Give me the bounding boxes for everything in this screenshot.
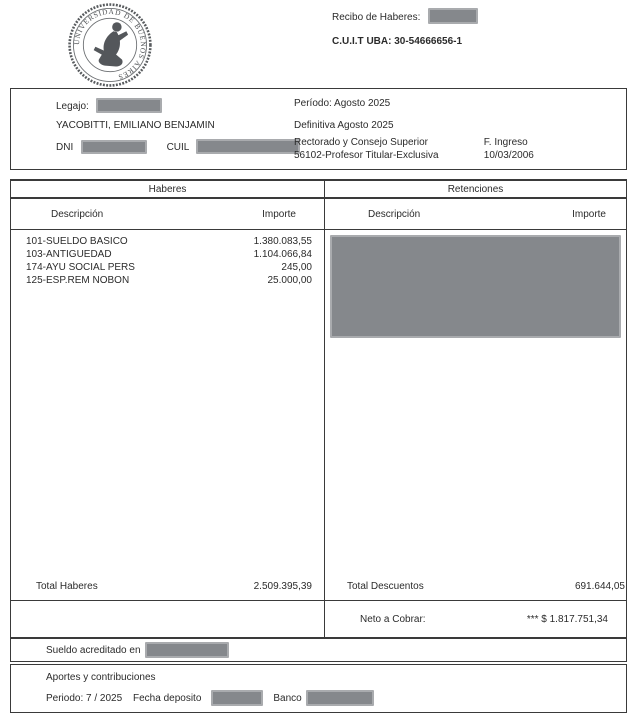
items-area [11, 230, 626, 573]
neto-row [11, 601, 626, 637]
dni-label: DNI [56, 142, 74, 153]
redacted-dni [81, 140, 147, 154]
aportes-title: Aportes y contribuciones [46, 672, 156, 683]
svg-text:UNIVERSIDAD DE BUENOS AIRES: UNIVERSIDAD DE BUENOS AIRES [71, 6, 149, 82]
section-header-row [11, 181, 626, 199]
neto-label: Neto a Cobrar: [360, 613, 426, 625]
acreditado-label: Sueldo acreditado en [46, 644, 141, 656]
receipt-number-line [332, 8, 478, 24]
haberes-item: 103-ANTIGUEDAD 1.104.066,84 [26, 249, 312, 260]
f-ingreso-label: F. Ingreso [483, 137, 528, 148]
redacted-cuil [196, 139, 300, 154]
total-haberes-value: 2.509.395,39 [253, 581, 312, 592]
sueldo-acreditado-box [10, 637, 627, 662]
haberes-importe-header: Importe [262, 208, 296, 220]
column-header-row [11, 199, 626, 230]
haberes-item: 125-ESP.REM NOBON 25.000,00 [26, 275, 312, 286]
uba-seal-logo [66, 2, 154, 88]
fecha-deposito-label: Fecha deposito [133, 692, 202, 704]
aportes-box [10, 664, 627, 713]
legajo-row [56, 98, 162, 113]
dni-cuil-row [56, 139, 300, 154]
total-descuentos-label: Total Descuentos [347, 581, 424, 592]
redacted-banco-acreditacion [145, 642, 229, 658]
haberes-item: 174-AYU SOCIAL PERS 245,00 [26, 262, 312, 273]
total-haberes-label: Total Haberes [36, 581, 98, 592]
retenciones-importe-header: Importe [572, 208, 606, 220]
position-line [294, 150, 534, 161]
pay-table [10, 179, 627, 637]
dependency: Rectorado y Consejo Superior [294, 137, 428, 148]
aportes-detail-line [46, 690, 626, 706]
banco-label: Banco [273, 692, 302, 704]
redacted-receipt-number [428, 8, 478, 24]
retenciones-section-title: Retenciones [447, 183, 504, 195]
seated-figure [94, 22, 128, 66]
haberes-section-title: Haberes [11, 181, 325, 197]
position: 56102-Profesor Titular-Exclusiva [294, 150, 439, 161]
retenciones-desc-header: Descripción [368, 208, 421, 220]
redacted-legajo [96, 98, 162, 113]
period-line: Período: Agosto 2025 [294, 98, 391, 109]
f-ingreso-date: 10/03/2006 [483, 150, 534, 161]
totals-row [11, 573, 626, 601]
dependency-line [294, 137, 528, 148]
redacted-retenciones-block [330, 235, 621, 338]
employee-name: YACOBITTI, EMILIANO BENJAMIN [56, 120, 215, 131]
employee-info-box [10, 88, 627, 170]
aportes-periodo: Periodo: 7 / 2025 [46, 692, 123, 704]
total-descuentos-value: 691.644,05 [574, 581, 625, 592]
liquidation-line: Definitiva Agosto 2025 [294, 120, 394, 131]
legajo-label: Legajo: [56, 101, 89, 112]
redacted-fecha-deposito [211, 690, 263, 706]
neto-value: *** $ 1.817.751,34 [526, 613, 608, 625]
haberes-item: 101-SUELDO BASICO 1.380.083,55 [26, 236, 312, 247]
receipt-label: Recibo de Haberes: [332, 12, 421, 23]
cuit-line: C.U.I.T UBA: 30-54666656-1 [332, 36, 463, 47]
haberes-desc-header: Descripción [51, 208, 104, 220]
redacted-banco [306, 690, 374, 706]
cuil-label: CUIL [166, 142, 189, 153]
